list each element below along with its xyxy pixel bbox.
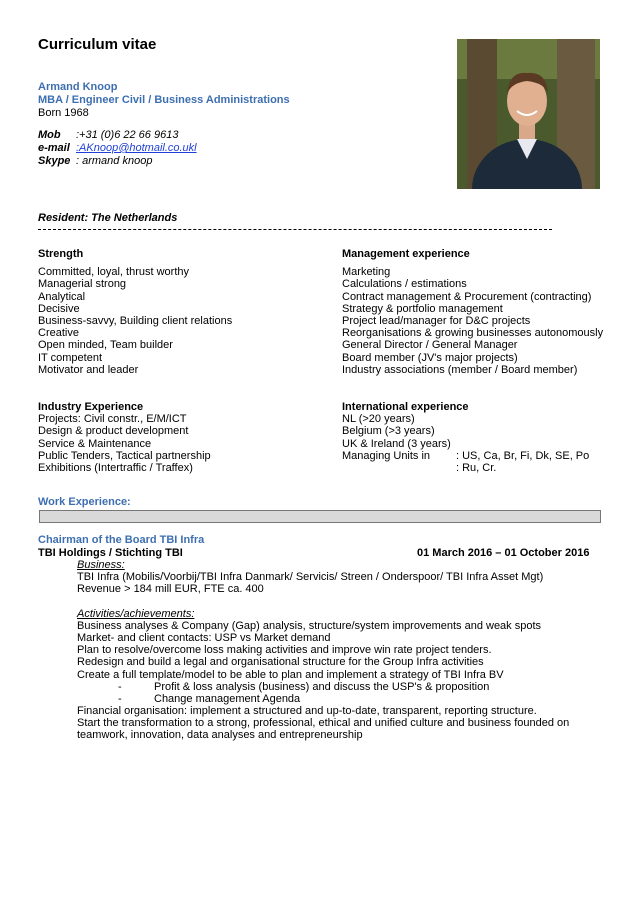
list-item: Reorganisations & growing businesses autonomously [342,327,604,340]
activity-line: Business analyses & Company (Gap) analysis, structure/system improvements and weak spots [77,619,542,632]
residence: Resident: The Netherlands [38,212,178,224]
job-details [77,559,569,742]
section-heading: Industry Experience [38,401,144,413]
list-item: Motivator and leader [38,363,139,376]
list-item: Board member (JV's major projects) [342,351,518,364]
activity-line: Plan to resolve/overcome loss making activities and improve win rate project tenders. [77,644,492,657]
sub-bullet: - [118,692,122,705]
list-item: Project lead/manager for D&C projects [342,314,531,327]
list-item: Exhibitions (Intertraffic / Traffex) [38,461,193,474]
list-item: Managerial strong [38,278,127,291]
managing-units-row [342,462,589,474]
portrait-photo [457,39,600,189]
activity-line: Start the transformation to a strong, professional, ethical and unified culture and business founded on [77,717,570,730]
divider [38,223,552,230]
list-item: Public Tenders, Tactical partnership [38,449,211,462]
list-item: Strategy & portfolio management [342,302,503,315]
sub-item: - Profit & loss analysis (business) and discuss the USP's & proposition [77,681,569,693]
page-title: Curriculum vitae [38,36,157,53]
activities-label: Activities/achievements: [77,607,195,620]
list-item: Industry associations (member / Board member) [342,363,578,376]
business-line: TBI Infra (Mobilis/Voorbij/TBI Infra Danmark/ Servicis/ Streen / Onderspoor/ TBI Infra Asset Mgt) [77,571,544,584]
list-item: UK & Ireland (3 years) [342,437,451,450]
list-item: Analytical [38,290,86,303]
activity-line: Financial organisation: implement a structured and up-to-date, transparent, reporting structure. [77,705,537,718]
business-label: Business: [77,559,125,571]
company-name: TBI Holdings / Stichting TBI [38,547,183,559]
job-period: 01 March 2016 – 01 October 2016 [417,547,590,559]
list-item: Service & Maintenance [38,437,152,450]
activity-line: Market- and client contacts: USP vs Market demand [77,631,331,644]
section-heading: Management experience [342,248,470,260]
strength-section [38,248,232,376]
sub-bullet: - [118,680,122,693]
list-item: Belgium (>3 years) [342,425,435,438]
managing-units-row [342,450,589,462]
list-item: Open minded, Team builder [38,339,173,352]
contact-value: :+31 (0)6 22 66 9613 [76,129,179,141]
list-item: Decisive [38,302,80,315]
list-item: NL (>20 years) [342,413,415,426]
sub-item: - Change management Agenda [77,693,569,705]
email-link[interactable]: :AKnoop@hotmail.co.ukl [76,142,197,154]
list-item: Marketing [342,266,391,279]
list-item: IT competent [38,351,102,364]
activity-line: Redesign and build a legal and organisational structure for the Group Infra activities [77,656,484,669]
list-item: Committed, loyal, thrust worthy [38,266,189,279]
business-line: Revenue > 184 mill EUR, FTE ca. 400 [77,583,264,596]
list-item: Contract management & Procurement (contracting) [342,290,592,303]
job-title: Chairman of the Board TBI Infra [38,534,205,546]
person-name: Armand Knoop [38,81,118,93]
list-item: Creative [38,327,79,340]
managing-label: Managing Units in [342,449,431,462]
list-item: Business-savvy, Building client relations [38,314,233,327]
contact-skype [38,155,152,167]
contact-value: : armand knoop [76,155,153,167]
contact-email [38,142,197,154]
contact-label: Mob [38,129,61,141]
industry-section [38,401,211,474]
work-heading: Work Experience: [38,496,131,508]
international-section [342,401,589,474]
contact-mobile [38,129,178,141]
degree: MBA / Engineer Civil / Business Administrations [38,94,290,106]
activity-line: Create a full template/model to be able to plan and implement a strategy of TBI Infra BV [77,668,504,681]
birth-year: Born 1968 [38,107,89,119]
contact-label: e-mail [38,142,70,154]
list-item: Projects: Civil constr., E/M/ICT [38,413,187,426]
section-bar [39,510,601,523]
section-heading: Strength [38,248,84,260]
list-item: Design & product development [38,425,189,438]
management-section [342,248,603,376]
managing-value: : US, Ca, Br, Fi, Dk, SE, Po [456,449,590,462]
managing-value: : Ru, Cr. [456,461,497,474]
list-item: General Director / General Manager [342,339,518,352]
section-heading: International experience [342,401,469,413]
activity-line: teamwork, innovation, data analyses and entrepreneurship [77,729,363,742]
list-item: Calculations / estimations [342,278,467,291]
contact-label: Skype [38,155,71,167]
